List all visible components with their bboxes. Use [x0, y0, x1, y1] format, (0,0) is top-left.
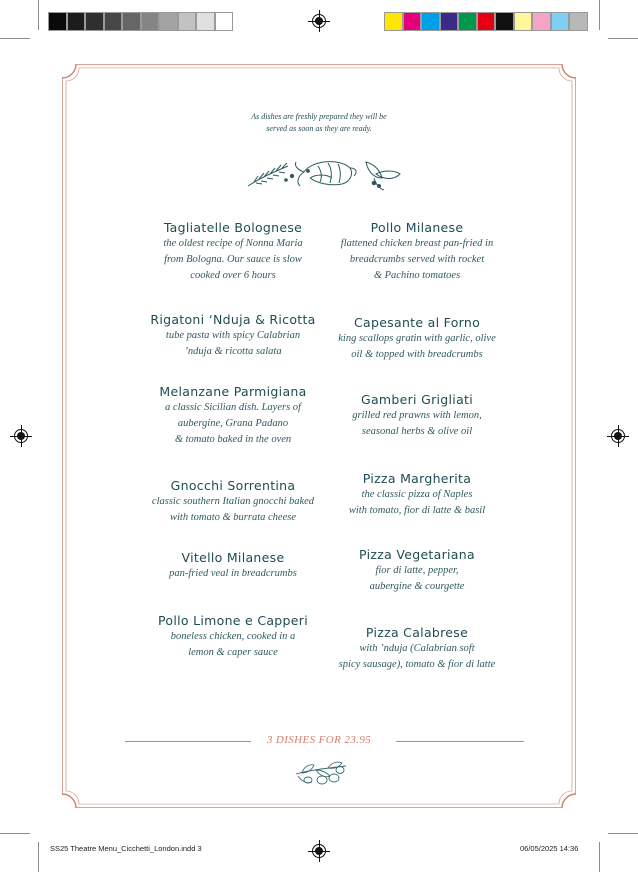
- dish-description: [133, 328, 333, 360]
- dish-description-line: breadcrumbs served with rocket: [349, 254, 485, 265]
- colour-swatch: [569, 12, 588, 31]
- dish-description: [317, 487, 517, 519]
- dish-description-line: with ’nduja (Calabrian soft: [359, 643, 475, 654]
- dish-description: [317, 641, 517, 673]
- dish-description: [133, 629, 333, 661]
- colour-swatch: [178, 12, 197, 31]
- crop-mark: [608, 833, 638, 834]
- colour-swatch: [159, 12, 178, 31]
- dish-name: Pizza Margherita: [362, 471, 472, 486]
- olive-branch-illustration: [294, 758, 348, 788]
- slug-date: 06/05/2025 14:36: [520, 844, 579, 853]
- dish-description: [317, 236, 517, 284]
- crop-mark: [0, 38, 30, 39]
- dish-description-line: & tomato baked in the oven: [174, 434, 292, 445]
- dish-name: Vitello Milanese: [181, 550, 285, 565]
- colour-swatch: [48, 12, 67, 31]
- dish-name: Gamberi Grigliati: [360, 392, 474, 407]
- dish-description-line: lemon & caper sauce: [188, 647, 278, 658]
- colour-swatch: [67, 12, 86, 31]
- registration-mark-right: [611, 429, 625, 443]
- gray-colour-bar: [48, 12, 233, 31]
- dish-pollo-milanese: [317, 220, 517, 284]
- dish-description-line: king scallops gratin with garlic, olive: [338, 333, 496, 344]
- dish-description-line: tube pasta with spicy Calabrian: [165, 330, 301, 341]
- dish-tagliatelle-bolognese: [133, 220, 333, 284]
- dish-name: Capesante al Forno: [353, 315, 481, 330]
- colour-swatch: [215, 12, 234, 31]
- dish-description-line: aubergine, Grana Padano: [177, 418, 289, 429]
- crop-mark: [0, 833, 30, 834]
- dish-description-line: flattened chicken breast pan-fried in: [340, 238, 494, 249]
- price-banner: 3 DISHES FOR 23.95: [266, 734, 372, 746]
- dish-name: Pizza Calabrese: [365, 625, 469, 640]
- dish-name: Melanzane Parmigiana: [159, 384, 307, 399]
- dish-description-line: classic southern Italian gnocchi baked: [151, 496, 315, 507]
- crop-mark: [38, 0, 39, 30]
- colour-swatch: [141, 12, 160, 31]
- dish-description-line: a classic Sicilian dish. Layers of: [165, 402, 301, 413]
- dish-name: Pollo Milanese: [370, 220, 464, 235]
- dish-description: [317, 331, 517, 363]
- dish-description-line: cooked over 6 hours: [190, 270, 276, 281]
- colour-swatch: [196, 12, 215, 31]
- dish-description-line: the oldest recipe of Nonna Maria: [163, 238, 303, 249]
- dish-name: Gnocchi Sorrentina: [170, 478, 296, 493]
- dish-vitello-milanese: [133, 550, 333, 582]
- dish-melanzane-parmigiana: [133, 384, 333, 448]
- colour-swatch: [551, 12, 570, 31]
- colour-swatch: [514, 12, 533, 31]
- dish-pizza-vegetariana: [317, 547, 517, 595]
- colour-swatch: [122, 12, 141, 31]
- dish-name: Pollo Limone e Capperi: [158, 613, 308, 628]
- dish-name: Pizza Vegetariana: [359, 547, 475, 562]
- crop-mark: [599, 842, 600, 872]
- colour-swatch: [532, 12, 551, 31]
- colour-swatch: [440, 12, 459, 31]
- dish-capesante-al-forno: [317, 315, 517, 363]
- dish-description: [317, 563, 517, 595]
- colour-swatch: [495, 12, 514, 31]
- dish-description-line: pan-fried veal in breadcrumbs: [169, 568, 297, 579]
- dish-gamberi-grigliati: [317, 392, 517, 440]
- dish-description: [133, 236, 333, 284]
- service-note-line: served as soon as they are ready.: [266, 124, 372, 133]
- crop-mark: [38, 842, 39, 872]
- dish-description: [133, 566, 333, 582]
- colour-swatch: [477, 12, 496, 31]
- dish-gnocchi-sorrentina: [133, 478, 333, 526]
- colour-swatch: [384, 12, 403, 31]
- dish-name: Tagliatelle Bolognese: [163, 220, 303, 235]
- dish-pizza-calabrese: [317, 625, 517, 673]
- crop-mark: [599, 0, 600, 30]
- registration-mark-bottom: [312, 844, 326, 858]
- dish-description-line: oil & topped with breadcrumbs: [351, 349, 483, 360]
- process-colour-bar: [384, 12, 588, 31]
- dish-pollo-limone-e-capperi: [133, 613, 333, 661]
- dish-description-line: & Pachino tomatoes: [373, 270, 461, 281]
- colour-swatch: [421, 12, 440, 31]
- dish-description-line: the classic pizza of Naples: [361, 489, 473, 500]
- service-note: [0, 111, 638, 135]
- dish-description-line: grilled red prawns with lemon,: [352, 410, 482, 421]
- dish-description: [133, 494, 333, 526]
- colour-swatch: [458, 12, 477, 31]
- dish-description-line: seasonal herbs & olive oil: [361, 426, 473, 437]
- dish-description-line: spicy sausage), tomato & fior di latte: [338, 659, 496, 670]
- dish-description-line: with tomato & burrata cheese: [170, 512, 296, 523]
- dish-rigatoni-nduja-ricotta: [133, 312, 333, 360]
- dish-description-line: fior di latte, pepper,: [375, 565, 459, 576]
- registration-mark-left: [14, 429, 28, 443]
- dish-description-line: boneless chicken, cooked in a: [170, 631, 296, 642]
- dish-description-line: aubergine & courgette: [369, 581, 465, 592]
- service-note-line: As dishes are freshly prepared they will be: [251, 112, 387, 121]
- dish-description-line: with tomato, fior di latte & basil: [348, 505, 486, 516]
- crop-mark: [608, 38, 638, 39]
- colour-swatch: [85, 12, 104, 31]
- rosemary-prawn-basil-illustration: [246, 156, 402, 192]
- slug-filename: SS25 Theatre Menu_Cicchetti_London.indd 3: [50, 844, 202, 853]
- dish-name: Rigatoni ‘Nduja & Ricotta: [150, 312, 316, 327]
- registration-mark-top: [312, 14, 326, 28]
- colour-swatch: [403, 12, 422, 31]
- dish-description: [133, 400, 333, 448]
- dish-pizza-margherita: [317, 471, 517, 519]
- dish-description-line: from Bologna. Our sauce is slow: [164, 254, 302, 265]
- dish-description: [317, 408, 517, 440]
- colour-swatch: [104, 12, 123, 31]
- dish-description-line: ’nduja & ricotta salata: [184, 346, 282, 357]
